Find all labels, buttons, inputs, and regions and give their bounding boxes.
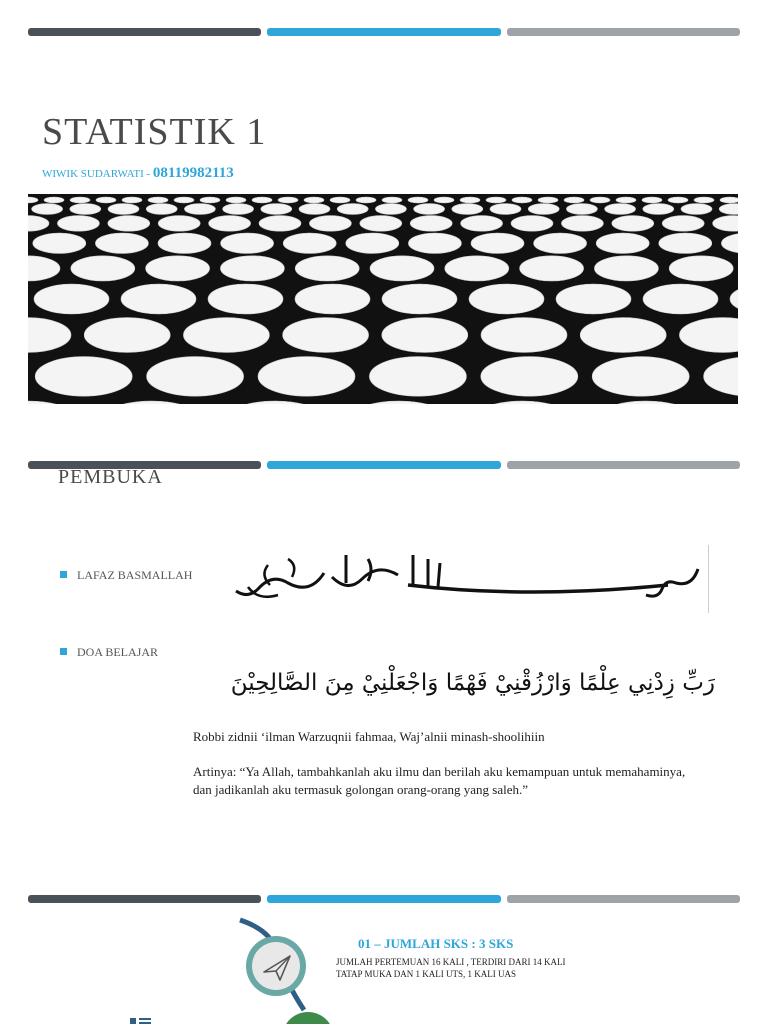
basmallah-calligraphy-image — [228, 545, 709, 613]
slide2-title: PEMBUKA — [58, 466, 163, 488]
bullet-basmallah: LAFAZ BASMALLAH — [60, 568, 192, 583]
prayer-meaning: Artinya: “Ya Allah, tambahkanlah aku ilmu dan berilah aku kemampuan untuk memahaminya, dan jadikanlah aku termasuk golongan orang-orang yang saleh.” — [193, 764, 686, 797]
bar-gray — [507, 895, 740, 903]
calligraphy-strokes — [228, 545, 708, 613]
bar-blue — [267, 895, 500, 903]
bar-gray — [507, 461, 740, 469]
bar-gray — [507, 28, 740, 36]
prayer-transliteration: Robbi zidnii ‘ilman Warzuqnii fahmaa, Waj’alnii minash-shoolihiin — [193, 729, 545, 744]
slide1-subtitle — [42, 165, 234, 182]
author-phone: 08119982113 — [152, 165, 234, 181]
sks-item-body: JUMLAH PERTEMUAN 16 KALI , TERDIRI DARI 14 KALI TATAP MUKA DAN 1 KALI UTS, 1 KALI UAS — [336, 957, 566, 979]
white-dots-image — [28, 194, 738, 404]
author-name: WIWIK SUDARWATI - — [42, 168, 153, 180]
bullet-doa-belajar: DOA BELAJAR — [60, 645, 158, 660]
sks-item-title: 01 – JUMLAH SKS : 3 SKS — [358, 936, 514, 951]
bar-dark — [28, 895, 261, 903]
slide1-title: STATISTIK 1 — [42, 111, 267, 153]
slide1-top-bars — [28, 28, 740, 36]
slide3-top-bars — [28, 895, 740, 903]
decorative-mark — [130, 1012, 156, 1024]
dots-pattern — [28, 194, 738, 404]
arabic-prayer: رَبِّ زِدْنِي عِلْمًا وَارْزُقْنِيْ فَهْمًا وَاجْعَلْنِيْ مِنَ الصَّالِحِيْنَ — [230, 670, 715, 696]
bar-blue — [267, 28, 500, 36]
timeline-circle-green — [282, 1012, 334, 1024]
bar-blue — [267, 461, 500, 469]
bar-dark — [28, 28, 261, 36]
